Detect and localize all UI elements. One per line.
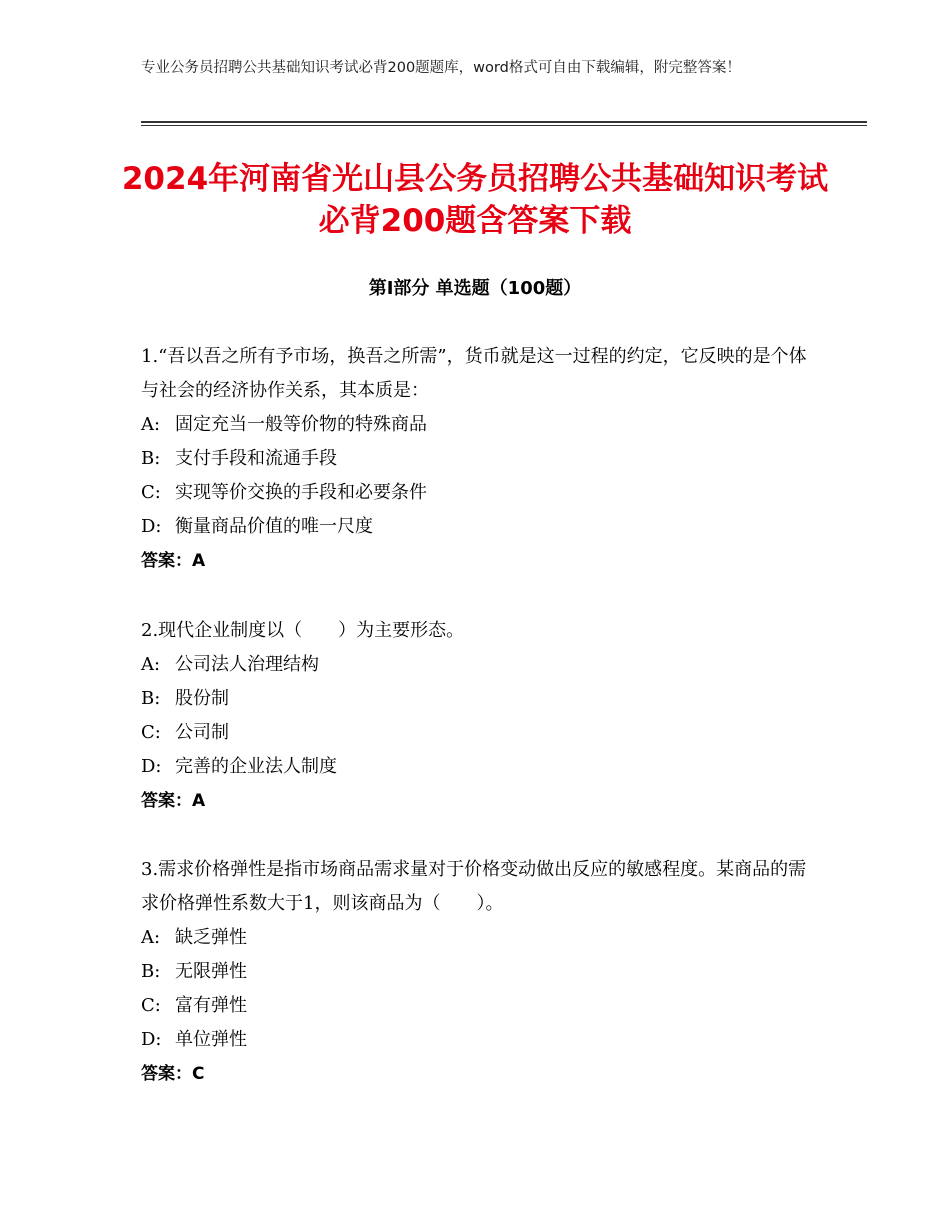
option-b xyxy=(141,682,811,716)
option-a xyxy=(141,921,811,955)
question-stem: 2.现代企业制度以（ ）为主要形态。 xyxy=(141,620,465,641)
option-c xyxy=(141,476,811,510)
option-b xyxy=(141,442,811,476)
option-c xyxy=(141,989,811,1023)
option-a xyxy=(141,408,811,442)
option-text: 公司制 xyxy=(175,722,229,743)
section-heading: 第Ⅰ部分 单选题（100题） xyxy=(368,278,582,299)
option-text: 完善的企业法人制度 xyxy=(175,756,337,777)
option-text: 缺乏弹性 xyxy=(175,927,247,948)
option-d xyxy=(141,750,811,784)
option-text: 公司法人治理结构 xyxy=(175,654,319,675)
answer-line: 答案：A xyxy=(141,791,206,811)
option-key: B: xyxy=(141,688,161,709)
option-key: C: xyxy=(141,722,161,743)
question-stem: 1.“吾以吾之所有予市场，换吾之所需”，货币就是这一过程的约定，它反映的是个体与社会的经济协作关系，其本质是： xyxy=(141,346,807,401)
option-text: 股份制 xyxy=(175,688,229,709)
answer-line: 答案：C xyxy=(141,1064,205,1084)
header-note: 专业公务员招聘公共基础知识考试必背200题题库，word格式可自由下载编辑，附完整答案！ xyxy=(141,60,741,76)
option-key: D: xyxy=(141,756,162,777)
question-1 xyxy=(141,340,811,578)
option-key: C: xyxy=(141,482,161,503)
answer-line: 答案：A xyxy=(141,551,206,571)
option-b xyxy=(141,955,811,989)
option-text: 衡量商品价值的唯一尺度 xyxy=(175,516,373,537)
option-text: 富有弹性 xyxy=(175,995,247,1016)
header-divider-thin xyxy=(141,125,867,126)
option-key: A: xyxy=(141,927,161,948)
option-d xyxy=(141,510,811,544)
option-text: 支付手段和流通手段 xyxy=(175,448,337,469)
option-key: B: xyxy=(141,448,161,469)
option-key: B: xyxy=(141,961,161,982)
question-3 xyxy=(141,853,811,1091)
option-text: 单位弹性 xyxy=(175,1029,247,1050)
option-key: D: xyxy=(141,516,162,537)
option-key: A: xyxy=(141,414,161,435)
option-c xyxy=(141,716,811,750)
option-d xyxy=(141,1023,811,1057)
option-a xyxy=(141,648,811,682)
header-divider-thick xyxy=(141,121,867,123)
question-stem: 3.需求价格弹性是指市场商品需求量对于价格变动做出反应的敏感程度。某商品的需求价格弹性系数大于1，则该商品为（ ）。 xyxy=(141,859,807,914)
document-title: 2024年河南省光山县公务员招聘公共基础知识考试必背200题含答案下载 xyxy=(121,161,829,239)
option-text: 无限弹性 xyxy=(175,961,247,982)
option-key: A: xyxy=(141,654,161,675)
question-2 xyxy=(141,614,811,818)
option-key: C: xyxy=(141,995,161,1016)
option-text: 实现等价交换的手段和必要条件 xyxy=(175,482,427,503)
option-key: D: xyxy=(141,1029,162,1050)
option-text: 固定充当一般等价物的特殊商品 xyxy=(175,414,427,435)
